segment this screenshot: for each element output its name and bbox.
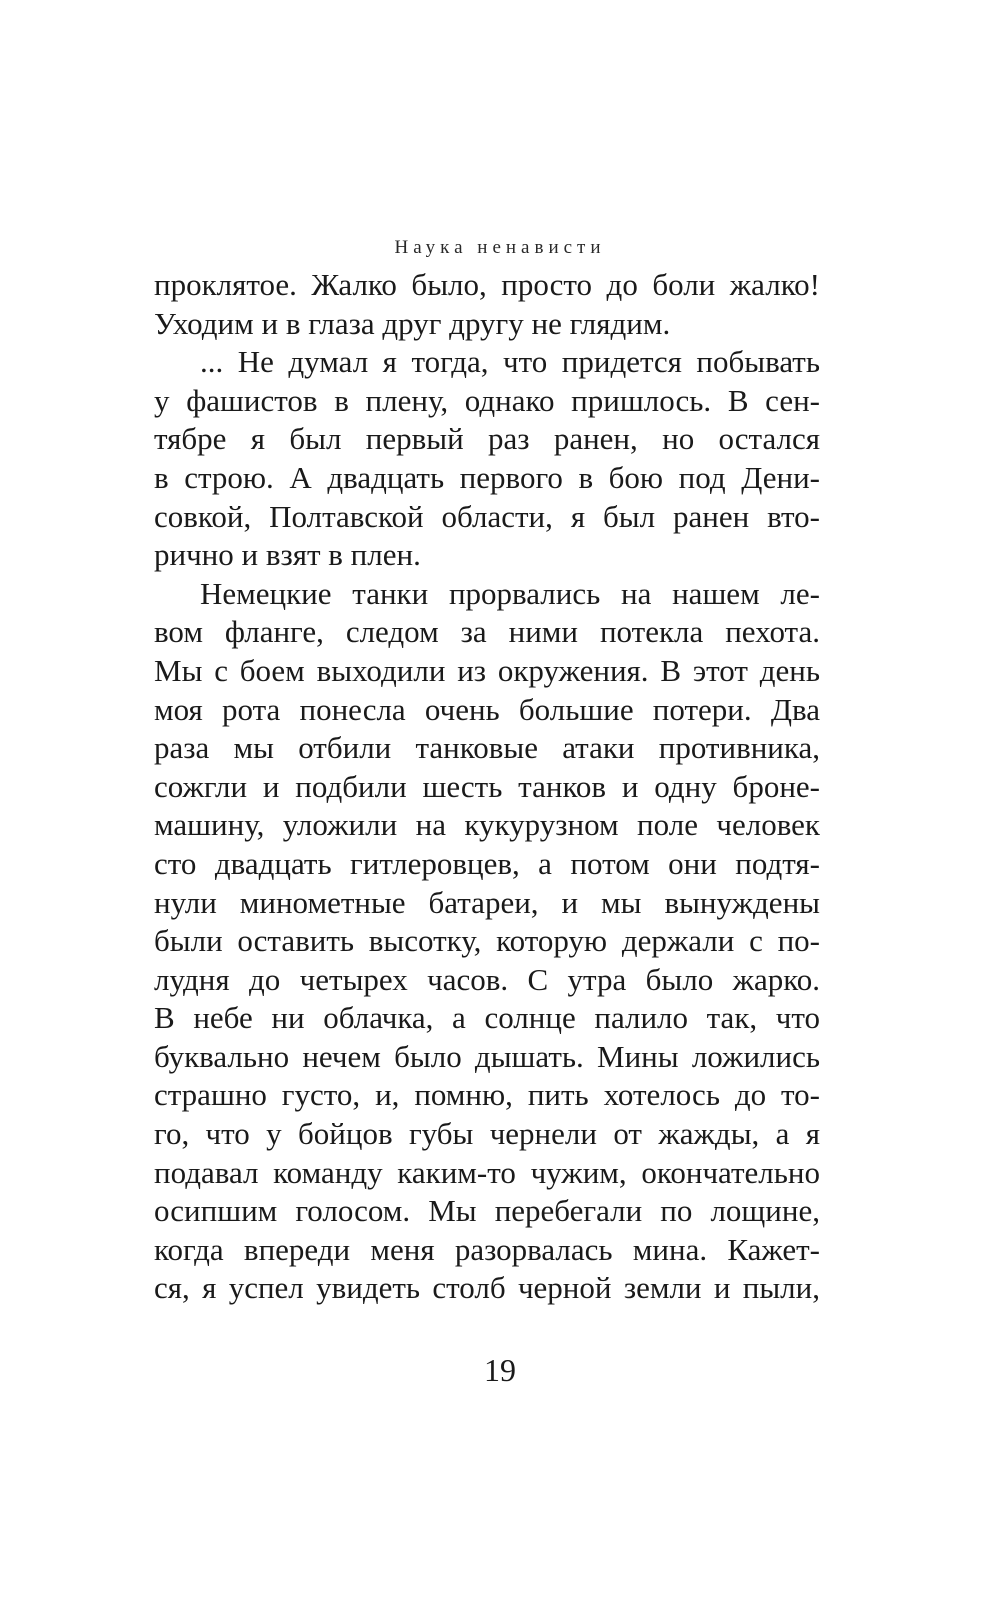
text-line: вом фланге, следом за ними потекла пехота. [154, 614, 820, 650]
text-line: нули минометные батареи, и мы вынуждены [154, 884, 820, 920]
text-line: были оставить высотку, которую держали с по- [154, 923, 820, 959]
text-line: осипшим голосом. Мы перебегали по лощине, [154, 1193, 820, 1229]
text-line: когда впереди меня разорвалась мина. Кажет- [154, 1231, 820, 1267]
text-line: рично и взят в плен. [154, 537, 421, 573]
text-line: у фашистов в плену, однако пришлось. В сен- [154, 382, 820, 418]
text-line: тябре я был первый раз ранен, но остался [154, 421, 820, 457]
text-line: моя рота понесла очень большие потери. Два [154, 691, 820, 727]
page-number: 19 [484, 1352, 516, 1388]
text-line: сожгли и подбили шесть танков и одну броне- [154, 768, 820, 804]
text-line: сто двадцать гитлеровцев, а потом они подтя- [154, 845, 820, 881]
text-line: Немецкие танки прорвались на нашем ле- [200, 575, 820, 611]
text-line: Уходим и в глаза друг другу не глядим. [154, 305, 671, 341]
text-line: В небе ни облачка, а солнце палило так, что [154, 1000, 820, 1036]
text-line: совкой, Полтавской области, я был ранен вто- [154, 498, 820, 534]
running-head: Наука ненависти [394, 237, 606, 258]
text-line: подавал команду каким-то чужим, окончательно [154, 1154, 820, 1190]
text-line: лудня до четырех часов. С утра было жарко. [154, 961, 820, 997]
text-line: в строю. А двадцать первого в бою под Дени- [154, 459, 820, 495]
text-line: го, что у бойцов губы чернели от жажды, а я [154, 1116, 820, 1152]
text-line: ... Не думал я тогда, что придется побывать [200, 344, 820, 380]
text-line: раза мы отбили танковые атаки противника, [154, 730, 820, 766]
text-line: машину, уложили на кукурузном поле человек [154, 807, 820, 843]
text-line: проклятое. Жалко было, просто до боли жалко! [154, 267, 820, 302]
body-text [154, 266, 820, 1308]
text-line: ся, я успел увидеть столб черной земли и пыли, [154, 1270, 820, 1306]
text-line: Мы с боем выходили из окружения. В этот день [154, 652, 820, 688]
text-line: страшно густо, и, помню, пить хотелось до то- [154, 1077, 820, 1113]
text-line: буквально нечем было дышать. Мины ложились [154, 1038, 820, 1074]
